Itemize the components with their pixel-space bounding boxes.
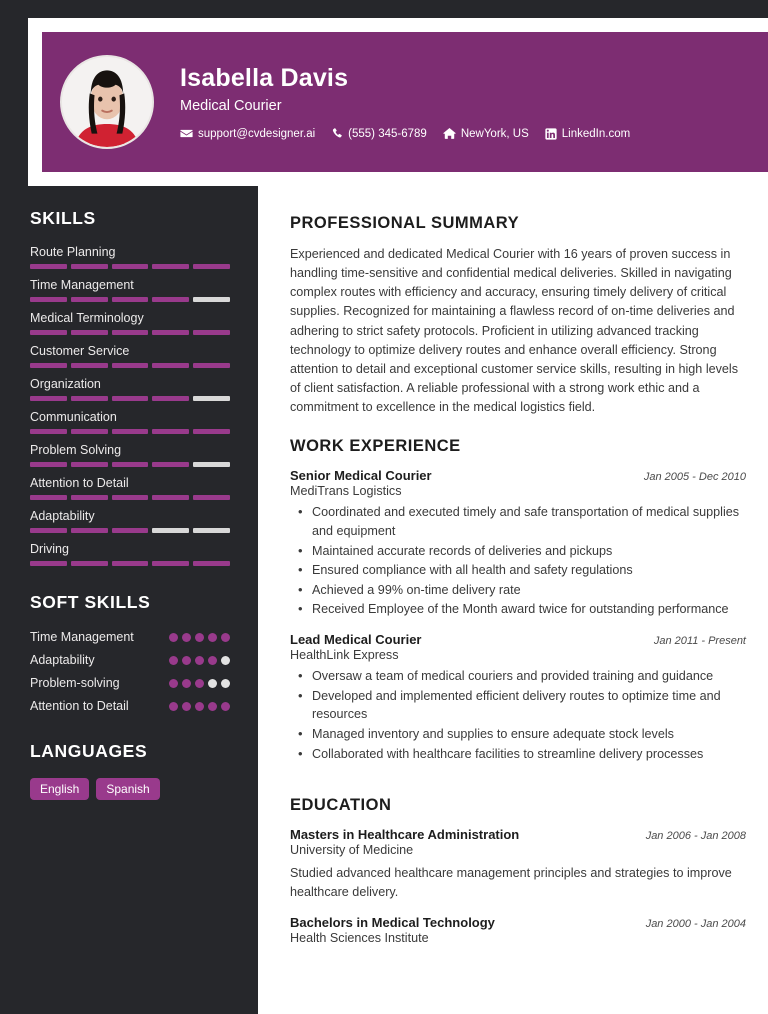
header-text-block (180, 64, 630, 141)
education-entry-header (290, 915, 746, 930)
skill-bar-segment (193, 462, 230, 467)
linkedin-icon (545, 128, 557, 140)
work-bullet: • Oversaw a team of medical couriers and provided training and guidance (290, 667, 746, 686)
soft-skill-dots (169, 679, 230, 688)
skill-bar-segment (71, 297, 108, 302)
skill-bar-segment (193, 264, 230, 269)
education-description: Studied advanced healthcare management principles and strategies to improve healthcare delivery. (290, 866, 732, 900)
education-school: Health Sciences Institute (290, 930, 429, 945)
soft-skill-dot (221, 633, 230, 642)
skill-bar-segment (30, 396, 67, 401)
education-heading: EDUCATION (290, 796, 392, 815)
soft-skills-heading: SOFT SKILLS (30, 592, 151, 612)
soft-skill-dot (221, 679, 230, 688)
soft-skill-dot (182, 679, 191, 688)
skill-name: Problem Solving (30, 443, 122, 457)
skill-bar-segment (30, 429, 67, 434)
education-school: University of Medicine (290, 843, 414, 858)
contact-phone[interactable] (331, 127, 427, 140)
soft-skill-dot (208, 656, 217, 665)
contact-location[interactable] (443, 127, 529, 140)
person-name: Isabella Davis (180, 63, 349, 92)
skill-bar (30, 330, 230, 335)
skill-bar-segment (193, 396, 230, 401)
soft-skill-dot (208, 633, 217, 642)
skill-bar (30, 396, 230, 401)
skill-bar-segment (152, 429, 189, 434)
soft-skill-dot (195, 702, 204, 711)
skill-bar-segment (152, 297, 189, 302)
work-date: Jan 2005 - Dec 2010 (643, 471, 746, 484)
skills-heading: SKILLS (30, 208, 96, 228)
education-degree: Bachelors in Medical Technology (290, 914, 495, 930)
skill-bar-segment (112, 264, 149, 269)
contact-row (180, 127, 630, 140)
skill-bar-segment (30, 363, 67, 368)
sidebar (0, 194, 258, 1014)
soft-skill-dot (182, 633, 191, 642)
soft-skill-dot (169, 702, 178, 711)
soft-skill-dot (221, 656, 230, 665)
work-bullet: • Achieved a 99% on-time delivery rate (290, 581, 746, 600)
soft-skill-item (30, 675, 230, 692)
soft-skill-name: Adaptability (30, 652, 95, 667)
skill-item (30, 344, 230, 368)
work-bullet: • Coordinated and executed timely and safe transportation of medical supplies and equipment (290, 503, 746, 540)
skill-name: Customer Service (30, 344, 130, 358)
contact-location-text: NewYork, US (460, 127, 529, 140)
skill-bar-segment (193, 297, 230, 302)
education-list (290, 827, 746, 945)
skill-bar-segment (30, 264, 67, 269)
skill-bar (30, 264, 230, 269)
work-bullet: • Maintained accurate records of deliveries and pickups (290, 542, 746, 561)
profile-photo-icon (62, 57, 152, 147)
soft-skill-dot (195, 633, 204, 642)
soft-skill-name: Problem-solving (30, 675, 120, 690)
skill-bar (30, 495, 230, 500)
soft-skills-list (30, 629, 230, 715)
phone-icon (331, 127, 343, 140)
soft-skill-dot (208, 702, 217, 711)
work-bullet-list (290, 503, 746, 619)
skill-bar-segment (152, 528, 189, 533)
soft-skill-dot (195, 656, 204, 665)
skill-bar-segment (152, 495, 189, 500)
skills-list (30, 245, 230, 566)
skill-bar-segment (152, 264, 189, 269)
skill-bar-segment (30, 528, 67, 533)
work-entry (290, 468, 746, 619)
skill-bar-segment (112, 297, 149, 302)
skill-bar-segment (112, 396, 149, 401)
skill-bar-segment (193, 330, 230, 335)
skill-item (30, 476, 230, 500)
skill-bar-segment (112, 528, 149, 533)
skill-bar (30, 363, 230, 368)
skill-bar-segment (71, 528, 108, 533)
home-icon (443, 127, 456, 140)
skill-bar-segment (152, 396, 189, 401)
work-bullet: • Managed inventory and supplies to ensure adequate stock levels (290, 725, 746, 744)
skill-bar-segment (71, 264, 108, 269)
soft-skill-dot (169, 633, 178, 642)
soft-skill-name: Time Management (30, 630, 134, 644)
skill-bar-segment (193, 528, 230, 533)
skill-bar (30, 561, 230, 566)
skill-bar-segment (112, 462, 149, 467)
spacer (290, 776, 746, 796)
soft-skill-dot (208, 679, 217, 688)
skill-bar-segment (71, 462, 108, 467)
skill-item (30, 311, 230, 335)
work-bullet-list (290, 667, 746, 763)
work-bullet: • Developed and implemented efficient delivery routes to optimize time and resources (290, 687, 746, 724)
skill-item (30, 278, 230, 302)
main-content (258, 186, 768, 1014)
contact-phone-text: (555) 345-6789 (348, 127, 427, 140)
skill-name: Time Management (30, 278, 134, 292)
soft-skill-dot (169, 656, 178, 665)
skill-bar-segment (152, 561, 189, 566)
skill-name: Adaptability (30, 509, 95, 523)
skill-item (30, 542, 230, 566)
skill-bar (30, 462, 230, 467)
skill-bar (30, 429, 230, 434)
skill-bar-segment (71, 495, 108, 500)
skill-bar-segment (112, 561, 149, 566)
skill-bar-segment (152, 330, 189, 335)
skill-bar-segment (193, 363, 230, 368)
skill-name: Driving (30, 542, 69, 556)
skill-bar-segment (30, 330, 67, 335)
work-organization: MediTrans Logistics (290, 484, 402, 499)
skill-bar-segment (71, 561, 108, 566)
skill-bar-segment (193, 429, 230, 434)
header-banner (42, 32, 768, 172)
summary-heading: PROFESSIONAL SUMMARY (290, 214, 520, 232)
education-entry (290, 827, 746, 902)
soft-skill-item (30, 698, 230, 715)
soft-skill-dots (169, 702, 230, 711)
skill-item (30, 443, 230, 467)
skill-bar-segment (30, 297, 67, 302)
skill-bar-segment (112, 363, 149, 368)
work-bullet: • Collaborated with healthcare facilities to streamline delivery processes (290, 745, 746, 764)
work-organization: HealthLink Express (290, 648, 399, 663)
soft-skill-dot (182, 702, 191, 711)
work-date: Jan 2011 - Present (653, 635, 746, 648)
contact-linkedin-text: LinkedIn.com (561, 127, 631, 140)
skill-bar-segment (112, 429, 149, 434)
summary-text: Experienced and dedicated Medical Courier with 16 years of proven success in handling time-sensitive and confidential medical deliveries. Skilled in navigating complex routes with efficiency and accuracy, ensuring timely delivery of critical supplies. Recognized for maintaining a flawless record of on-time deliveries and adhering to strict safety protocols. Proficient in utilizing advanced tracking technology to optimize delivery routes and enhance overall efficiency. Strong attention to detail and exceptional customer service skills, resulting in high levels of client satisfaction. A reliable professional with a strong work ethic and a commitment to excellence in the medical logistics field. (290, 247, 739, 415)
education-date: Jan 2000 - Jan 2004 (645, 917, 746, 930)
work-entry (290, 632, 746, 763)
languages-heading: LANGUAGES (30, 740, 148, 761)
skill-bar-segment (152, 462, 189, 467)
skill-item (30, 410, 230, 434)
skill-bar (30, 528, 230, 533)
soft-skill-dot (221, 702, 230, 711)
skill-item (30, 509, 230, 533)
soft-skill-dots (169, 656, 230, 665)
skill-bar-segment (71, 330, 108, 335)
work-bullet: • Ensured compliance with all health and safety regulations (290, 561, 746, 580)
skill-bar-segment (71, 429, 108, 434)
soft-skill-dot (182, 656, 191, 665)
soft-skill-dot (195, 679, 204, 688)
skill-bar-segment (193, 561, 230, 566)
skill-bar-segment (152, 363, 189, 368)
person-title: Medical Courier (180, 98, 282, 115)
skill-bar-segment (112, 330, 149, 335)
skill-name: Attention to Detail (30, 476, 129, 490)
contact-email[interactable] (180, 127, 315, 140)
envelope-icon (180, 127, 193, 140)
skill-bar-segment (30, 495, 67, 500)
avatar (60, 55, 154, 149)
education-degree: Masters in Healthcare Administration (290, 827, 520, 843)
skill-name: Route Planning (30, 245, 116, 259)
work-role: Lead Medical Courier (290, 632, 422, 648)
skill-bar-segment (30, 462, 67, 467)
soft-skill-dots (169, 633, 230, 642)
work-list (290, 468, 746, 763)
work-entry-header (290, 632, 746, 647)
skill-bar-segment (30, 561, 67, 566)
soft-skill-item (30, 629, 230, 646)
language-chip: Spanish (96, 778, 159, 800)
language-chip: English (30, 778, 89, 800)
skill-bar-segment (112, 495, 149, 500)
work-bullet: • Received Employee of the Month award twice for outstanding performance (290, 600, 746, 619)
work-entry-header (290, 468, 746, 483)
skill-bar-segment (71, 396, 108, 401)
work-role: Senior Medical Courier (290, 468, 432, 484)
spacer (290, 417, 746, 437)
skill-name: Communication (30, 410, 117, 424)
work-heading: WORK EXPERIENCE (290, 437, 461, 456)
skill-bar-segment (71, 363, 108, 368)
education-date: Jan 2006 - Jan 2008 (645, 830, 746, 843)
soft-skill-item (30, 652, 230, 669)
education-entry (290, 915, 746, 945)
resume-header (28, 18, 768, 186)
skill-bar (30, 297, 230, 302)
soft-skill-dot (169, 679, 178, 688)
skill-bar-segment (193, 495, 230, 500)
contact-email-text: support@cvdesigner.ai (198, 127, 316, 140)
skill-name: Organization (30, 377, 101, 391)
skill-item (30, 377, 230, 401)
soft-skill-name: Attention to Detail (30, 698, 129, 713)
contact-linkedin[interactable] (545, 128, 630, 140)
education-entry-header (290, 827, 746, 842)
skill-item (30, 245, 230, 269)
skill-name: Medical Terminology (30, 311, 144, 325)
languages-list (30, 778, 230, 800)
